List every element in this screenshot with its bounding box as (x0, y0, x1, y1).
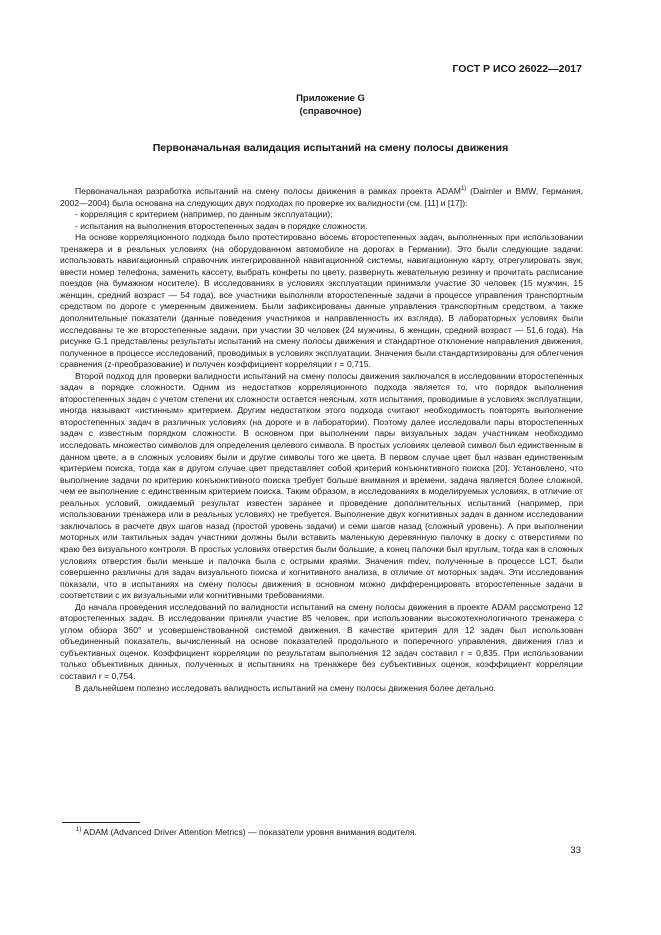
document-id: ГОСТ Р ИСО 26022—2017 (452, 63, 582, 75)
paragraph-5: В дальнейшем полезно исследовать валидность испытаний на смену полосы движения более детально. (75, 682, 496, 693)
annex-type: (справочное) (299, 106, 362, 117)
annex-heading (0, 92, 661, 118)
page-number: 33 (570, 845, 581, 856)
list-item: - корреляция с критерием (например, по данным эксплуатации); (75, 209, 333, 220)
paragraph-1: Первоначальная разработка испытаний на смену полосы движения в рамках проекта ADAM$^{1)}$ (Daimler и BMW, Германия, 2002—2004) была основана на следующих двух подходах по проверке их валидности (см. [11] и [17]): (60, 186, 583, 208)
footnote-text: ADAM (Advanced Driver Attention Metrics) — показатели уровня внимания водителя. (81, 827, 417, 837)
paragraph-4: До начала проведения исследований по валидности испытаний на смену полосы движения в проекте ADAM рассмотрено 12 второстепенных задач. В исследовании приняли участие 85 человек, при использовании высокотехнологичного тренажера с углом обзора 360° и усовершенствованной системой движения. В качестве критерия для 12 задач был использован объединенный показатель, вычисленный на основе показателей продольного и поперечного управления, движения глаз и субъективных оценок. Коэффициент корреляции по результатам выполнения 12 задач составил r = 0,835. При использовании только объективных данных, полученных в испытаниях на тренажере без субъективных оценок, коэффициент корреляции составил r = 0,754. (60, 601, 583, 681)
paragraph-2: На основе корреляционного подхода было протестировано восемь второстепенных задач, выполненных при использовании тренажера и в реальных условиях (на оборудованном автомобиле на дорогах в Германии). Это были следующие задачи: использовать навигационный справочник интегрированной навигационной системы, навигационную карту, отрегулировать звук, ввести номер телефона, заменить кассету, выбрать конфеты по цвету, развернуть жевательную резинку и прочитать расписание поездов (на бумажном носителе). В исследованиях в условиях эксплуатации принимали участие 30 человек (15 мужчин, 15 женщин, средний возраст — 54 года), все участники выполняли второстепенные задачи в процессе управления транспортным средством по дороге с умеренным движением. Были зафиксированы данные управления транспортным средством, а также дополнительные показатели (данные поведения участников и направленность их взгляда). В лабораторных условиях были исследованы те же второстепенные задачи, при участии 30 человек (24 мужчины, 6 женщин, средний возраст — 51,6 года). На рисунке G.1 представлены результаты испытаний на смену полосы движения и стандартное отклонение направления движения, полученное в процессе исследований, проводимых в условиях эксплуатации. Значения были стандартизированы для облегчения сравнения (z-преобразование) и получен коэффициент корреляции r = 0,715. (60, 232, 583, 370)
footnote-divider (62, 822, 140, 823)
body-text (60, 186, 583, 694)
list-item: - испытания на выполнения второстепенных задач в порядке сложности. (75, 220, 368, 231)
footnote (76, 827, 417, 837)
footnote-mark: 1) (76, 827, 82, 834)
annex-title: Приложение G (296, 93, 365, 104)
footnote-ref: 1) (460, 186, 467, 193)
section-title: Первоначальная валидация испытаний на смену полосы движения (152, 142, 509, 154)
paragraph-3: Второй подход для проверки валидности испытаний на смену полосы движения заключался в исследовании второстепенных задач в порядке сложности. Одним из недостатков корреляционного подхода является то, что порядок выполнения второстепенных задач с учетом степени их сложности остается неясным, хотя испытания, проводимые в условиях эксплуатации, иногда называют «истинным» критерием. Другим недостатком этого подхода считают необходимость повторять выполнение второстепенных задач в различных условиях (на дороге и в лаборатории). Поэтому далее исследовали пары второстепенных задач с известным порядком сложности. В основном при выполнении пары визуальных задач участникам необходимо исследовать множество символов для определения целевого символа. В простых условиях целевой символ был единственным в данном цвете, а в сложных условиях были и другие символы того же цвета. В первом случае цвет был назван единственным критерием поиска, тогда как в другом случае цвет представляет собой критерий конъюнктивного поиска [20]. Установлено, что выполнение задачи по критерию конъюнктивного поиска требует больше внимания и времени, задача является более сложной, чем ее выполнение с единственным критерием поиска. Таким образом, в исследованиях в моделируемых условиях, в отличие от реальных условий, ожидаемый результат известен заранее и проведение дополнительных испытаний (например, при использовании тренажера или в реальных условиях) не требуется. Выполнение двух когнитивных задач в данном исследовании заключалось в расчете двух шагов назад (простой уровень задачи) и семи шагов назад (сложный уровень). А при выполнении моторных или тактильных задач участники должны были вставить маленькую деревянную палочку в доску с отверстиями по краю без визуального контроля. В простых условиях отверстия были большие, а конец палочки был круглым, тогда как в сложных условиях отверстия были меньше и палочка была с острыми краями. Значения mdev, полученные в процессе LCT, были совершенно различны для задач визуального поиска и когнитивного анализа, в отличие от моторных задач. Эти исследования показали, что в испытаниях на смену полосы движения в основном можно дифференцировать второстепенные задачи в соответствии с их визуальными или когнитивными требованиями. (60, 370, 583, 601)
